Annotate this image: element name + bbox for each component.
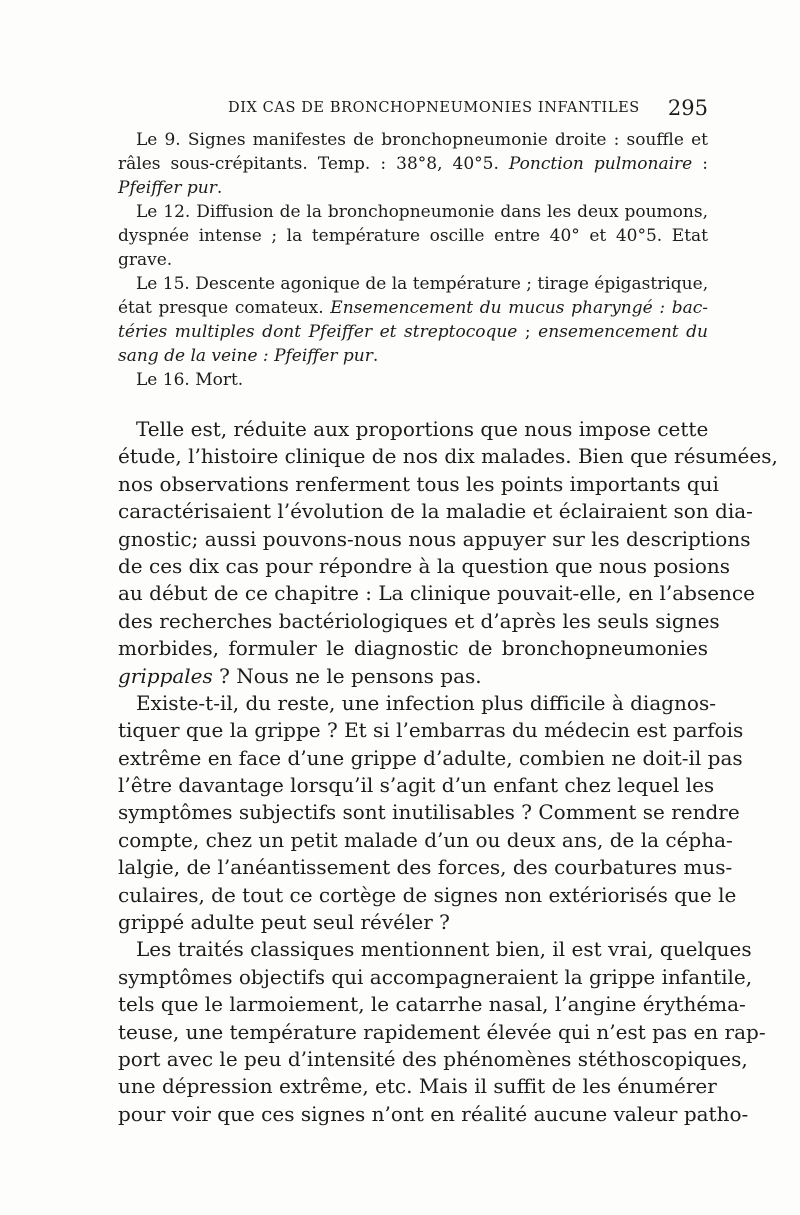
case-note-line: Le 15. Descente agonique de la température ; tirage épigastrique, bbox=[136, 274, 709, 294]
body-text-line: au début de ce chapitre : La clinique pouvait-elle, en l’absence bbox=[118, 581, 755, 606]
body-text-line: Existe-t-il, du reste, une infection plus difficile à diagnos- bbox=[136, 690, 716, 715]
running-title: DIX CAS DE BRONCHOPNEUMONIES INFANTILES bbox=[228, 100, 640, 116]
case-note-line: râles sous-crépitants. Temp. : 38°8, 40°5. Ponction pulmonaire : bbox=[118, 154, 708, 174]
body-text-line: morbides, formuler le diagnostic de bronchopneumonies bbox=[118, 636, 708, 661]
case-note-line: Le 9. Signes manifestes de bronchopneumonie droite : souffle et bbox=[136, 130, 708, 150]
body-text-line: gnostic; aussi pouvons-nous nous appuyer sur les descriptions bbox=[118, 526, 751, 551]
body-text-line: port avec le peu d’intensité des phénomènes stéthoscopiques, bbox=[118, 1046, 748, 1071]
case-notes-block bbox=[118, 128, 708, 392]
case-note-line: téries multiples dont Pfeiffer et streptocoque ; ensemencement du bbox=[118, 322, 708, 342]
case-note-line: état presque comateux. Ensemencement du mucus pharyngé : bac- bbox=[118, 298, 708, 318]
body-text-line: lalgie, de l’anéantissement des forces, des courbatures mus- bbox=[118, 855, 733, 880]
case-note-line: Le 12. Diffusion de la bronchopneumonie dans les deux poumons, bbox=[136, 202, 708, 222]
body-text-line: symptômes subjectifs sont inutilisables ? Comment se rendre bbox=[118, 800, 740, 825]
body-text-line: de ces dix cas pour répondre à la question que nous posions bbox=[118, 553, 731, 578]
body-text-line: Telle est, réduite aux proportions que nous impose cette bbox=[136, 417, 709, 441]
page-header bbox=[118, 96, 708, 124]
body-text-line: nos observations renferment tous les points importants qui bbox=[118, 471, 719, 496]
body-text-block bbox=[118, 416, 778, 1128]
case-note-line: Le 16. Mort. bbox=[136, 370, 244, 390]
body-text-line: extrême en face d’une grippe d’adulte, combien ne doit-il pas bbox=[118, 745, 743, 770]
body-text-line: des recherches bactériologiques et d’après les seuls signes bbox=[118, 608, 720, 633]
body-text-line: symptômes objectifs qui accompagneraient la grippe infantile, bbox=[118, 964, 753, 989]
body-text-line: caractérisaient l’évolution de la maladie et éclairaient son dia- bbox=[118, 499, 753, 524]
body-text-line: une dépression extrême, etc. Mais il suffit de les énumérer bbox=[118, 1074, 717, 1099]
case-note-line: grave. bbox=[118, 250, 173, 270]
body-text-line: l’être davantage lorsqu’il s’agit d’un enfant chez lequel les bbox=[118, 773, 715, 798]
body-text-line: grippales ? Nous ne le pensons pas. bbox=[118, 663, 482, 688]
body-text-line: grippé adulte peut seul révéler ? bbox=[118, 910, 450, 935]
body-text-line: pour voir que ces signes n’ont en réalité aucune valeur patho- bbox=[118, 1101, 749, 1126]
case-note-line: Pfeiffer pur. bbox=[118, 178, 223, 198]
body-text-line: tels que le larmoiement, le catarrhe nasal, l’angine érythéma- bbox=[118, 992, 746, 1017]
body-text-line: étude, l’histoire clinique de nos dix malades. Bien que résumées, bbox=[118, 444, 778, 469]
body-text-line: culaires, de tout ce cortège de signes non extériorisés que le bbox=[118, 882, 737, 907]
page-number: 295 bbox=[667, 96, 708, 120]
case-note-line: sang de la veine : Pfeiffer pur. bbox=[118, 346, 379, 366]
body-text-line: tiquer que la grippe ? Et si l’embarras du médecin est parfois bbox=[118, 718, 744, 743]
body-text-line: teuse, une température rapidement élevée qui n’est pas en rap- bbox=[118, 1019, 766, 1044]
body-text-line: compte, chez un petit malade d’un ou deux ans, de la cépha- bbox=[118, 827, 733, 852]
case-note-line: dyspnée intense ; la température oscille entre 40° et 40°5. Etat bbox=[118, 226, 708, 246]
body-text-line: Les traités classiques mentionnent bien, il est vrai, quelques bbox=[136, 937, 752, 962]
